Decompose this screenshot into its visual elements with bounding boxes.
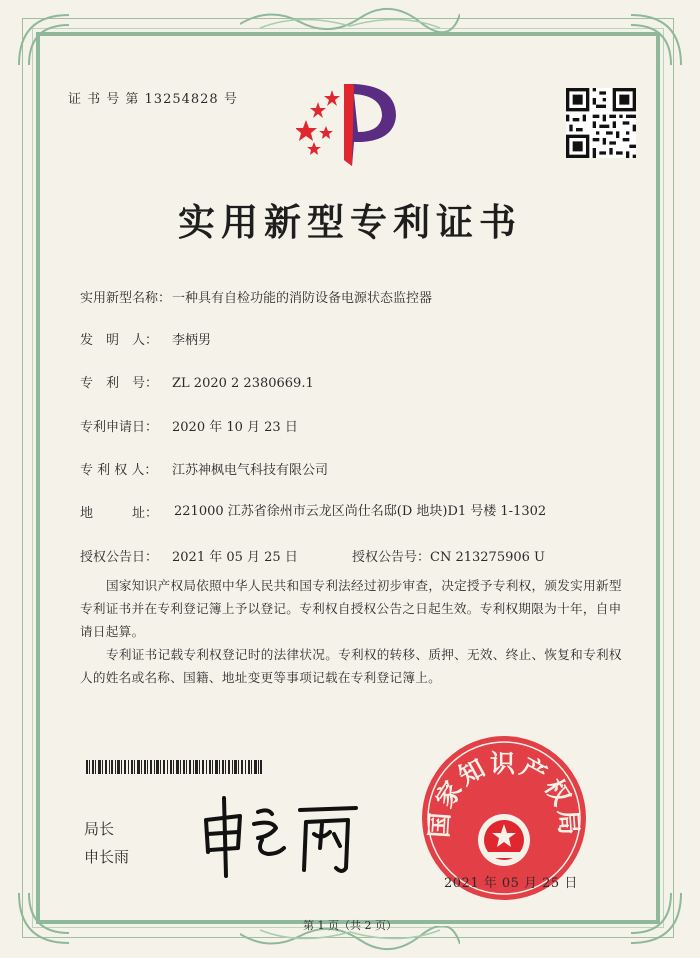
- field-address-value: 221000 江苏省徐州市云龙区尚仕名邸(D 地块)D1 号楼 1-1302: [174, 504, 547, 519]
- cnipa-logo: [296, 80, 406, 168]
- field-label: 专 利 权 人：: [80, 463, 158, 478]
- field-value: 2021 年 05 月 25 日: [172, 550, 298, 565]
- certificate-title: 实用新型专利证书: [178, 200, 522, 244]
- director-name: 申长雨: [84, 848, 130, 866]
- field-value: 江苏神枫电气科技有限公司: [172, 463, 329, 478]
- field-value: 李柄男: [172, 333, 212, 348]
- director-title: 局长: [84, 820, 115, 838]
- field-label: 专利申请日：: [80, 420, 159, 435]
- field-address-label: [80, 502, 172, 521]
- body-paragraph-2: 专利证书记载专利权登记时的法律状况。专利权的转移、质押、无效、终止、恢复和专利权人的姓名或名称、国籍、地址变更等事项记载在专利登记簿上。: [80, 647, 622, 685]
- field-label: 地 址：: [80, 506, 159, 521]
- field-label: 实用新型名称：: [80, 291, 172, 306]
- field-value: 一种具有自检功能的消防设备电源状态监控器: [172, 291, 433, 306]
- qr-code: [566, 88, 636, 158]
- barcode: [86, 760, 262, 774]
- director-signature: [196, 790, 366, 880]
- certificate-number: 证 书 号 第 13254828 号: [68, 92, 238, 107]
- field-inventor: [80, 329, 211, 348]
- corner-ornament-tl: [14, 10, 74, 70]
- seal-date: 2021 年 05 月 25 日: [444, 876, 578, 891]
- top-ornament: [240, 4, 460, 32]
- corner-ornament-tr: [626, 10, 686, 70]
- body-paragraph-1: 国家知识产权局依照中华人民共和国专利法经过初步审查，决定授予专利权，颁发实用新型专利证书并在专利登记簿上予以登记。专利权自授权公告之日起生效。专利权期限为十年，自申请日起算。: [80, 578, 622, 639]
- field-grant-date: [80, 546, 298, 565]
- field-value: ZL 2020 2 2380669.1: [172, 376, 314, 391]
- field-grant-number: [352, 546, 545, 565]
- field-label: 专 利 号：: [80, 376, 159, 391]
- field-patentee: [80, 459, 328, 478]
- field-value: CN 213275906 U: [430, 550, 545, 565]
- page-number: 第 1 页（共 2 页）: [303, 919, 397, 932]
- field-value: 2020 年 10 月 23 日: [172, 420, 298, 435]
- field-utility-model-name: [80, 287, 432, 306]
- field-filing-date: [80, 416, 298, 435]
- field-label: 发 明 人：: [80, 333, 159, 348]
- field-patent-number: [80, 372, 314, 391]
- field-label: 授权公告号：: [352, 550, 431, 565]
- field-label: 授权公告日：: [80, 550, 159, 565]
- seal-text: 国家知识产权局: [424, 749, 584, 839]
